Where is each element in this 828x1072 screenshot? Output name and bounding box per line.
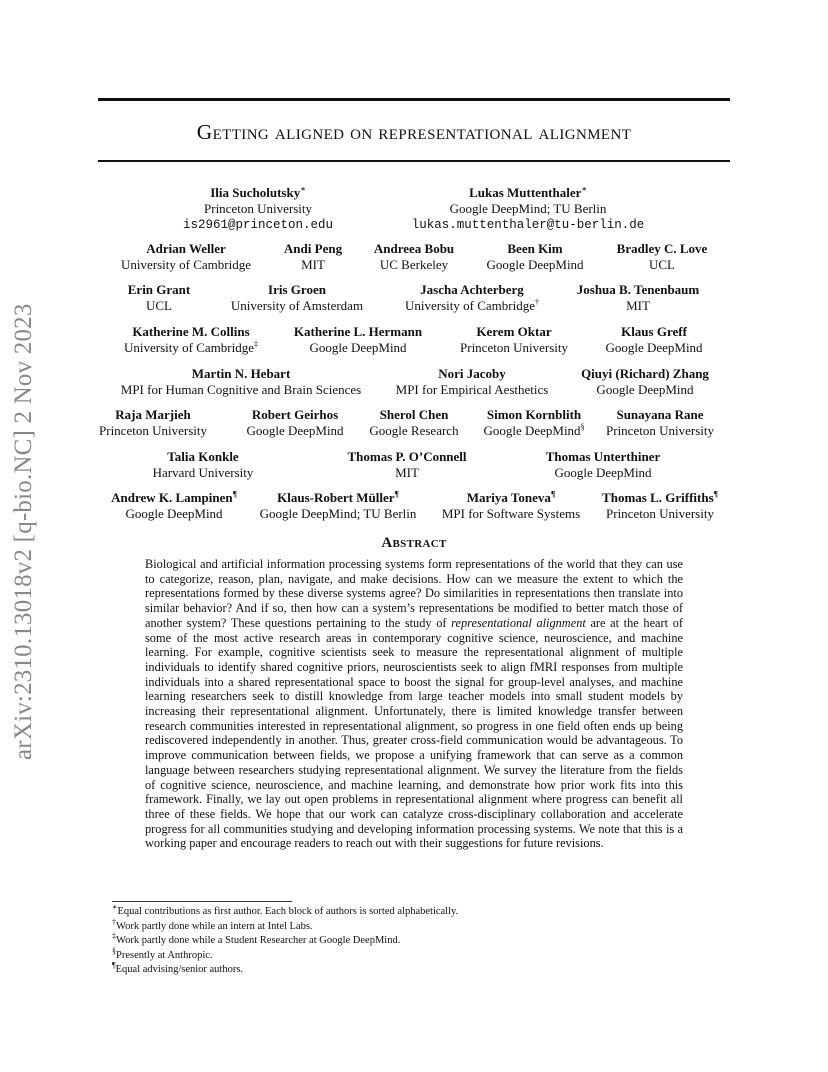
author-affiliation: MIT [626,298,650,313]
title-bottom-rule [98,160,730,162]
author-row [98,490,730,524]
footnote-text: Equal contributions as first author. Each block of authors is sorted alphabetically. [117,906,459,917]
author-name: Adrian Weller [146,241,226,256]
author-block [374,241,454,273]
author-affiliation: UCL [648,257,675,272]
author-name: Martin N. Hebart [191,366,291,381]
author-affiliation: UCL [145,298,172,313]
author-affiliation: Google DeepMind [246,423,344,438]
author-affiliation: MPI for Software Systems [441,506,581,521]
author-affiliation: MIT [395,465,419,480]
author-affiliation: Princeton University [204,201,312,216]
author-block [369,407,458,439]
author-block [602,490,718,522]
author-email-link[interactable]: is2961@princeton.edu [182,218,334,232]
author-affiliation: MIT [301,257,325,272]
author-row [98,366,730,400]
author-affiliation: University of Cambridge [124,340,254,355]
author-block [121,366,361,398]
author-affiliation: Google DeepMind; TU Berlin [449,201,607,216]
footnote-marker: ∗ [300,184,306,194]
author-row [98,241,730,275]
author-name: Robert Geirhos [251,407,339,422]
author-name: Klaus Greff [621,324,687,339]
author-name: Kerem Oktar [476,324,552,339]
author-name: Andi Peng [283,241,343,256]
author-affiliation: Princeton University [606,506,714,521]
abstract-emphasis: representational alignment [451,615,586,630]
author-name: Klaus-Robert Müller [277,490,395,505]
title-top-rule [98,98,730,101]
author-name: Katherine M. Collins [132,324,250,339]
author-name: Qiuyi (Richard) Zhang [581,366,709,381]
footnote [112,931,712,949]
paper-title: Getting aligned on representational alignment [196,120,632,144]
author-block [486,241,583,273]
footnote-text: Work partly done while a Student Researcher at Google DeepMind. [116,935,401,946]
author-name: Nori Jacoby [438,366,506,381]
author-row [98,449,730,483]
author-block [398,185,658,233]
author-name: Andrew K. Lampinen [111,490,233,505]
author-affiliation: Princeton University [460,340,568,355]
author-name: Talia Konkle [167,449,239,464]
author-name: Sherol Chen [379,407,449,422]
author-block [260,490,417,522]
author-block [581,366,709,398]
abstract-text: Biological and artificial information processing systems form representations of the world that they can use to categorize, reason, plan, navigate, and make decisions. How can we measure the extent to which the representations formed by these diverse systems agree? Do similarities in representations then translate into similar behavior? And if so, then how can a system’s representations be modified to better match those of another system? These questions pertaining to the study of [145,557,683,630]
footnote [112,917,712,935]
author-block [617,241,708,273]
author-name: Sunayana Rane [616,407,704,422]
author-name: Katherine L. Hermann [293,324,423,339]
author-block [577,282,699,314]
author-name: Andreea Bobu [373,241,455,256]
author-name: Lukas Muttenthaler [469,185,582,200]
footnote-marker: § [112,946,116,955]
author-name: Mariya Toneva [466,490,551,505]
author-block [128,282,190,314]
author-affiliation: Google DeepMind [483,423,581,438]
author-block [606,407,714,439]
footnote-marker: ∗ [112,902,118,912]
author-name: Thomas P. O’Connell [347,449,467,464]
footnote [112,902,712,920]
footnote-marker: ¶ [112,960,116,970]
abstract-text: are at the heart of some of the most active research areas in contemporary cognitive science, neuroscience, and machine learning. For example, cognitive scientists seek to measure the representational alignment of multiple individuals to identify shared cognitive priors, neuroscientists seek to align fMRI responses from multiple individuals into a shared representational space to boost the signal for group-level analyses, and machine learning researchers seek to distill knowledge from large teacher models into small student models by increasing their representational alignment. Unfortunately, there is limited knowledge transfer between research communities interested in representational alignment, so progress in one field often ends up being rediscovered independently in another. Thus, greater cross-field communication would be advantageous. To improve communication between fields, we propose a unifying framework that can serve as a common language between researchers studying representational alignment. We survey the literature from the fields of cognitive science, neuroscience, and machine learning, and demonstrate how prior work fits into this framework. Finally, we lay out open problems in representational alignment where progress can benefit all three of these fields. We hope that our work can catalyze cross-disciplinary collaboration and accelerate progress for all communities studying and developing information processing systems. We note that this is a working paper and encourage readers to reach out with their suggestions for future revisions. [145,615,683,851]
footnote-marker: § [580,422,585,432]
footnote-text: Equal advising/senior authors. [115,964,244,975]
author-name: Iris Groen [268,282,326,297]
author-block [124,324,258,356]
footnote-marker: ¶ [232,489,237,499]
author-block [442,490,580,522]
footnote-marker: † [534,297,539,307]
footnote-marker: ‡ [253,339,258,349]
author-block [121,241,251,273]
author-name: Joshua B. Tenenbaum [576,282,700,297]
footnotes [112,902,712,978]
author-affiliation: Harvard University [152,465,254,480]
author-block [460,324,568,356]
footnote [112,946,712,964]
author-name: Ilia Sucholutsky [210,185,301,200]
footnote-text: Presently at Anthropic. [116,949,213,961]
author-affiliation: University of Cambridge [405,298,535,313]
author-block [99,407,207,439]
author-name: Jascha Achterberg [420,282,524,297]
footnote-marker: ∗ [581,184,587,194]
author-block [246,407,343,439]
arxiv-identifier-watermark: arXiv:2310.13018v2 [q-bio.NC] 2 Nov 2023 [10,303,37,760]
author-block [605,324,702,356]
author-name: Bradley C. Love [616,241,708,256]
author-affiliation: Google DeepMind [596,382,694,397]
author-affiliation: Google DeepMind [309,340,407,355]
author-affiliation: Google Research [369,423,459,438]
footnote-text: Work partly done while an intern at Intel Labs. [116,920,313,932]
author-affiliation: Google DeepMind [605,340,703,355]
author-name: Thomas L. Griffiths [602,490,714,505]
author-affiliation: Google DeepMind [554,465,652,480]
footnote-marker: ¶ [394,489,399,499]
footnote [112,960,712,978]
author-email-link[interactable]: lukas.muttenthaler@tu-berlin.de [411,218,645,232]
author-block [546,449,660,481]
author-affiliation: Google DeepMind [125,506,223,521]
author-row [98,407,730,441]
author-affiliation: Princeton University [99,423,207,438]
author-block [231,282,363,314]
author-block [294,324,422,356]
abstract-heading: Abstract [381,535,447,551]
author-block [405,282,539,314]
footnote-marker: ¶ [713,489,718,499]
author-affiliation: MPI for Human Cognitive and Brain Sciences [120,382,362,397]
author-affiliation: University of Amsterdam [230,298,364,313]
author-row [98,282,730,316]
footnote-marker: ¶ [550,489,556,499]
author-name: Raja Marjieh [115,407,191,422]
footnote-marker: † [112,917,116,926]
author-block [483,407,584,439]
footnote-rule [112,901,292,902]
footnote-marker: ‡ [112,931,116,941]
author-affiliation: Princeton University [606,423,714,438]
author-block [153,449,254,481]
author-block [284,241,342,273]
author-affiliation: MPI for Empirical Aesthetics [395,382,549,397]
author-block [396,366,549,398]
abstract-body [145,557,683,851]
author-affiliation: University of Cambridge [121,257,251,272]
author-block [111,490,237,522]
author-affiliation: Google DeepMind [486,257,584,272]
author-name: Thomas Unterthiner [545,449,661,464]
author-name: Simon Kornblith [486,407,582,422]
author-block [158,185,358,233]
author-name: Erin Grant [127,282,191,297]
author-row [98,324,730,358]
author-affiliation: Google DeepMind; TU Berlin [259,506,417,521]
author-name: Been Kim [507,241,563,256]
author-affiliation: UC Berkeley [379,257,449,272]
author-row [98,185,730,235]
author-block [347,449,466,481]
